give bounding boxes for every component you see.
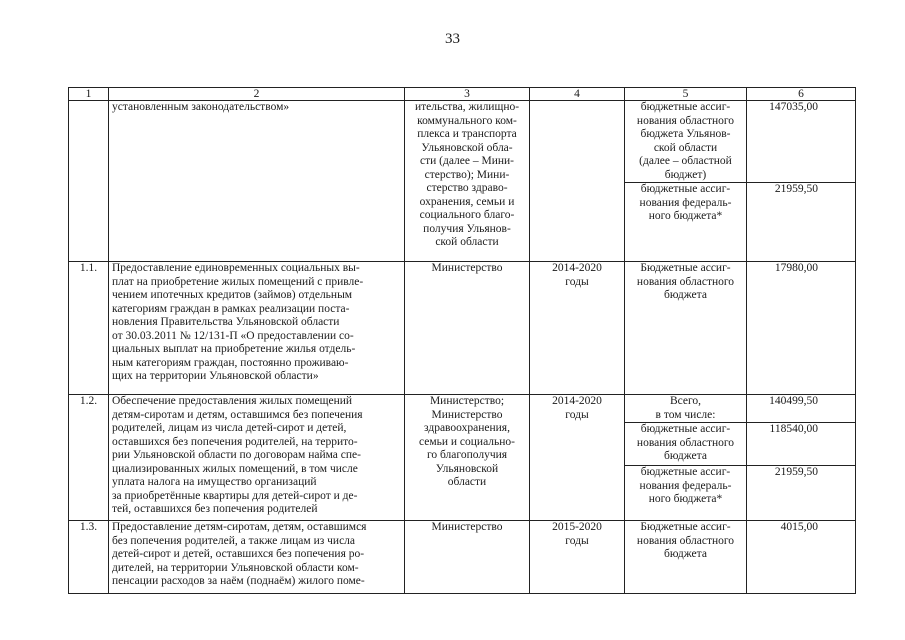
funding-source: бюджетные ассиг- нования федераль- ного бюджета* xyxy=(625,183,747,262)
row-number xyxy=(69,101,109,262)
measure-description: Обеспечение предоставления жилых помещений детям-сиротам и детям, оставшимся без попечения родителей, лицам из числа детей-сирот и детей, оставшихся без попечения родителей, на террито- рии Ульяновской области по договорам найма спе- циализированных жилых помещений, в том числе уплата налога на имущество организаций за приобретённые квартиры для детей-сирот и де- тей, оставшихся без попечения родителей xyxy=(109,395,405,521)
funding-amount: 140499,50 xyxy=(747,395,856,423)
row-number: 1.2. xyxy=(69,395,109,521)
row-number: 1.3. xyxy=(69,521,109,594)
table-row xyxy=(69,262,856,395)
measure-description: Предоставление детям-сиротам, детям, оставшимся без попечения родителей, а также лицам из числа детей-сирот и детей, оставшихся без попечения ро- дителей, на территории Ульяновской области ком- пенсации расходов за наём (поднаём) жилого поме- xyxy=(109,521,405,594)
page-number: 33 xyxy=(445,31,460,47)
period: 2014-2020 годы xyxy=(530,395,625,521)
funding-source: бюджетные ассиг- нования областного бюджета Ульянов- ской области (далее – областной бюджет) xyxy=(625,101,747,183)
executor: Министерство xyxy=(405,262,530,395)
executor: Министерство; Министерство здравоохранения, семьи и социально- го благополучия Ульяновской области xyxy=(405,395,530,521)
funding-source: Бюджетные ассиг- нования областного бюджета xyxy=(625,262,747,395)
funding-source: Бюджетные ассиг- нования областного бюджета xyxy=(625,521,747,594)
funding-amount: 21959,50 xyxy=(747,466,856,521)
table-row xyxy=(69,101,856,183)
column-number: 6 xyxy=(747,88,856,101)
period: 2015-2020 годы xyxy=(530,521,625,594)
column-number: 5 xyxy=(625,88,747,101)
funding-source: Всего, в том числе: xyxy=(625,395,747,423)
executor: Министерство xyxy=(405,521,530,594)
column-number: 1 xyxy=(69,88,109,101)
table-row xyxy=(69,395,856,423)
funding-amount: 118540,00 xyxy=(747,423,856,466)
column-number: 2 xyxy=(109,88,405,101)
executor: ительства, жилищно- коммунального ком- плекса и транспорта Ульяновской обла- сти (далее – Мини- стерство); Мини- стерство здраво- охранения, семьи и социального благо- получия Ульянов- ской области xyxy=(405,101,530,262)
column-number: 4 xyxy=(530,88,625,101)
funding-amount: 21959,50 xyxy=(747,183,856,262)
period xyxy=(530,101,625,262)
row-number: 1.1. xyxy=(69,262,109,395)
table-row xyxy=(69,521,856,594)
funding-amount: 147035,00 xyxy=(747,101,856,183)
funding-source: бюджетные ассиг- нования федераль- ного бюджета* xyxy=(625,466,747,521)
funding-amount: 17980,00 xyxy=(747,262,856,395)
column-number: 3 xyxy=(405,88,530,101)
funding-source: бюджетные ассиг- нования областного бюджета xyxy=(625,423,747,466)
program-table xyxy=(68,87,856,594)
period: 2014-2020 годы xyxy=(530,262,625,395)
measure-description: установленным законодательством» xyxy=(109,101,405,262)
measure-description: Предоставление единовременных социальных вы- плат на приобретение жилых помещений с привле- чением ипотечных кредитов (займов) отдельным категориям граждан в рамках реализации поста- новления Правительства Ульяновской области от 30.03.2011 № 12/131-П «О предоставлении со- циальных выплат на приобретение жилья отдель- ным категориям граждан, постоянно проживаю- щих на территории Ульяновской области» xyxy=(109,262,405,395)
funding-amount: 4015,00 xyxy=(747,521,856,594)
column-number-row xyxy=(69,88,856,101)
